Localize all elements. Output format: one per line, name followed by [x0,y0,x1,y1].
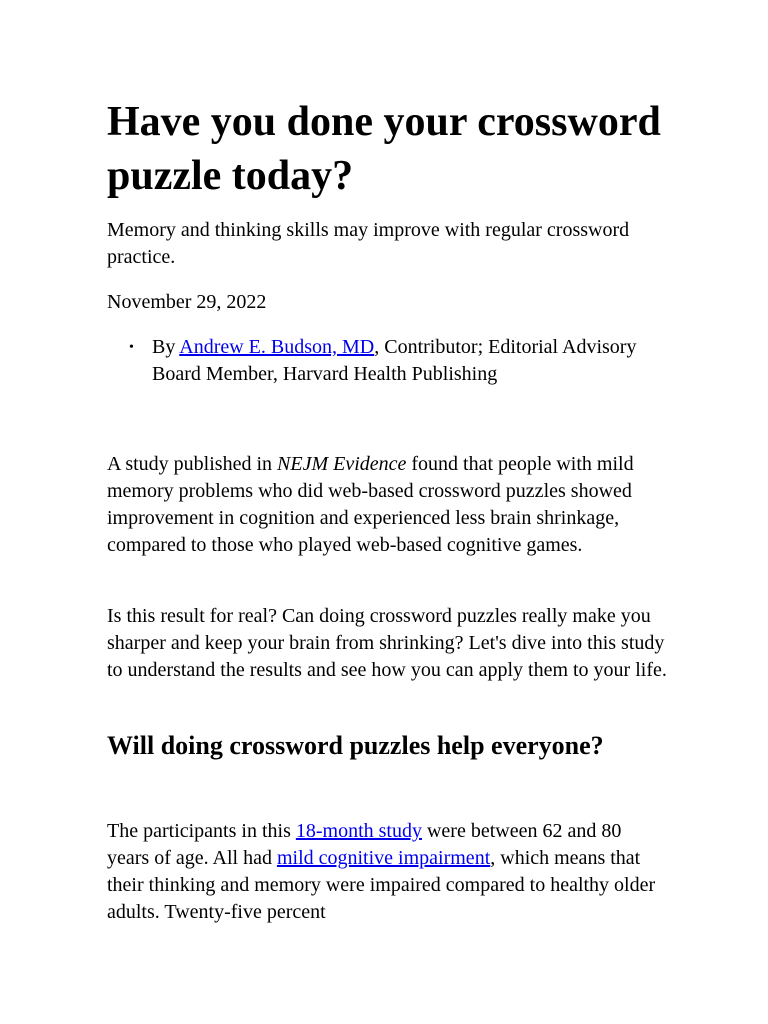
paragraph-1 [107,451,667,559]
paragraph-3-part2: were between 62 and 80 years of age. All had [107,820,622,869]
paragraph-3-part3: , which means that their thinking and memory were impaired compared to healthy older adults. Twenty-five percent [107,847,656,923]
byline [107,334,667,388]
mci-link[interactable]: mild cognitive impairment [276,847,491,869]
section-heading: Will doing crossword puzzles help everyone? [107,731,604,760]
journal-name: NEJM Evidence [277,453,407,475]
author-link[interactable]: Andrew E. Budson, MD [179,336,375,358]
article-title: Have you done your crossword puzzle today? [107,99,661,199]
paragraph-1-before: A study published in [107,453,278,475]
bullet-icon: • [129,340,134,355]
article-subtitle: Memory and thinking skills may improve with regular crossword practice. [107,219,630,268]
byline-list [107,334,667,388]
paragraph-2: Is this result for real? Can doing crossword puzzles really make you sharper and keep your brain from shrinking? Let's dive into this study to understand the results and see how you can apply them to your life. [107,605,667,681]
byline-suffix: , Contributor; Editorial Advisory Board Member, Harvard Health Publishing [152,336,637,385]
paragraph-1-after: found that people with mild memory problems who did web-based crossword puzzles showed improvement in cognition and experienced less brain shrinkage, compared to those who played web-based cognitive games. [107,453,634,556]
paragraph-3-part1: The participants in this [107,820,296,842]
study-link[interactable]: 18-month study [295,820,422,842]
byline-prefix: By [152,336,180,358]
paragraph-3 [107,818,667,926]
publish-date: November 29, 2022 [107,291,267,313]
